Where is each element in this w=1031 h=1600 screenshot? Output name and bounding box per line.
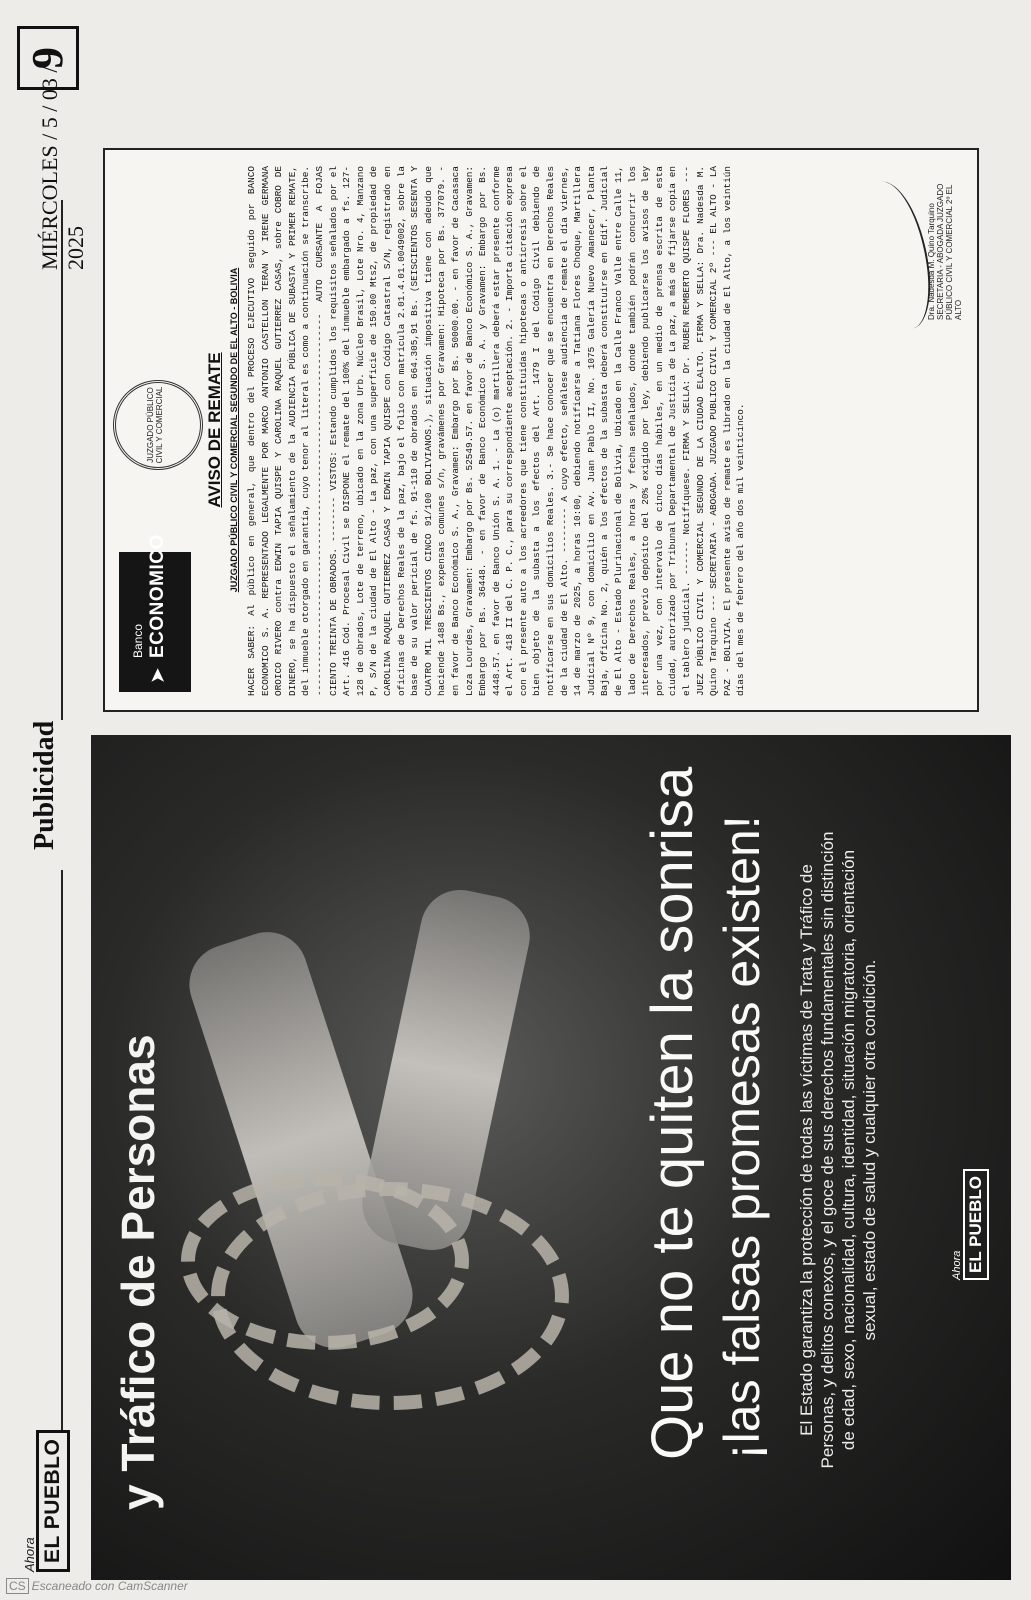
trafficking-ad xyxy=(91,735,1011,1580)
notice-court: JUZGADO PÚBLICO CIVIL Y COMERCIAL SEGUNDO DE EL ALTO - BOLIVIA xyxy=(229,267,239,593)
ad-headline: y Tráfico de Personas xyxy=(112,1034,164,1510)
ad-logo-ahora: Ahora xyxy=(951,1250,963,1280)
newspaper-page xyxy=(15,20,1015,1580)
page-number: 9 xyxy=(17,26,79,90)
bank-logo-small: Banco xyxy=(131,623,145,658)
ad-subtitle: ¡las falsas promesas existen! xyxy=(714,815,770,1460)
logo-ahora: Ahora xyxy=(22,1537,37,1572)
bank-swoosh-icon: ➤ xyxy=(147,667,169,684)
ad-logo-brand: EL PUEBLO xyxy=(963,1169,989,1280)
header-rule-right xyxy=(61,200,63,720)
signature-scribble-icon xyxy=(855,176,937,333)
scanner-badge: CS xyxy=(6,1578,29,1594)
rope-photo xyxy=(181,1172,469,1350)
masthead-logo xyxy=(23,1430,70,1572)
ad-body-text: El Estado garantiza la protección de todas las víctimas de Trata y Tráfico de Personas, y delitos conexos, y el goce de sus derechos fundamentales sin distinción de edad, sexo, nacionalidad, cultura, identidad, situación migratoria, orientación sexual, estado de salud y cualquier otra condición. xyxy=(797,831,879,1469)
bank-logo xyxy=(119,534,191,692)
scanner-text: Escaneado con CamScanner xyxy=(31,1579,188,1593)
notice-title: AVISO DE REMATE xyxy=(205,352,224,508)
ad-title: Que no te quiten la sonrisa xyxy=(640,766,705,1460)
seal-text: JUZGADO PÚBLICO CIVIL Y COMERCIAL xyxy=(146,386,164,464)
notice-body: HACER SABER: Al público en general, que dentro del PROCESO EJECUTIVO seguido por BANCO ECONOMICO S. A. REPRESENTADO LEGALMENTE POR MARCO ANTONIO CASTELLON TERAN Y IRENE GERMANA OROICO RIVERO contra EDWIN TAPIA QUISPE Y CAROLINA RAQUEL GUTIERREZ CASAS, sobre COBRO DE DINERO, se ha dispuesto el señalamiento de la AUDIENCIA PÚBLICA DE SUBASTA Y PRIMER REMATE, del inmueble otorgado en garantía, cuyo tenor al literal es como a continuación se transcribe. -------------------------------------------------------------------- AUTO CURSANTE A FOJAS CIENTO TREINTA DE OBRADOS. -------- VISTOS: Estando cumplidos los requisitos señalados por el Art. 416 Cód. Procesal Civil se DISPONE el remate del 100% del inmueble embargado a fs. 127-128 de obrados, Lote de terreno, ubicado en la zona Urb. Núcleo Brasil, Lote Nro. 4, Manzano P, S/N de la ciudad de El Alto - La paz, con una superficie de 150.00 Mts2, de propiedad de CAROLINA RAQUEL GUTIERREZ CASAS Y EDWIN TAPIA QUISPE con Código Catastral S/N, registrado en oficinas de Derechos Reales de la paz, bajo el folio con matricula 2.01.4.01.0049002, sobre la base de su valor pericial de fs. 91-110 de obrados en 664.305,91 Bs. (SEISCIENTOS SESENTA Y CUATRO MIL TRESCIENTOS CINCO 91/100 BOLIVIANOS.), situación impositiva tiene con adeudo que haciende 1488 Bs., expensas comunes s/n, gravámenes por Gravamen: Hipoteca por Bs. 377079. - en favor de Banco Económico S. A., Gravamen: Embargo por Bs. 50000.00. - en favor de Cacasaca Loza Lourdes, Gravamen: Embargo por Bs. 52549.57. en favor de Banco Económico S. A., Gravamen: Embargo por Bs. 36448. - en favor de Banco Económico S. A. y Gravamen: Embargo por Bs. 4448.57. en favor de Banco Unión S. A. 1. - La (o) martillera deberá estar presente conforme el Art. 418 II del C. P. C., para su correspondiente aceptación. 2. - Importa citación expresa con el presente auto a los acreedores que tiene constituidas hipotecas o anticresis sobre el bien objeto de la subasta a los efectos del Art. 1479 I del Código Civil debiendo de notificarse en sus domicilios Reales. 3.- Se hace conocer que se encuentra en Derechos Reales de la ciudad de El Alto. -------- A cuyo efecto, señálese audiencia de remate el día viernes, 14 de marzo de 2025, a horas 10:00, debiendo notificarse a Tatiana Flores Choque, Martillera Judicial Nº 9, con domicilio en Av. Juan Pablo II, No. 1075 Galería Nuevo Amanecer, Planta Baja, Oficina No. 2, quién a los efectos de la subasta deberá constituirse en Edif. Judicial de El Alto - Estado Plurinacional de Bolivia, Ubicado en la Calle Franco Valle entre Calle 11, lado de Derechos Reales, a horas y fecha señalados, donde también podrán concurrir los interesados, previo depósito del 20% exigido por ley, debiendo publicarse los avisos de ley por una vez, con intervalo de cinco días hábiles, en un medio de prensa escrita de esta ciudad, autorizado por Tribunal Departamental de Justicia de La paz, a más de fijarse copia en el tablero judicial. ------ Notifíquese. FIRMA Y SELLA: Dr. RUBEN REMBERTO QUISPE FLORES --- JUEZ PÚBLICO CIVIL Y COMERCIAL SEGUNDO DE LA CIUDAD ELALTO. FIRMA Y SELLA: Dra. Nadesda M. Quino Tarquino --- SECRETARIA - ABOGADA. JUZGADO PUBLICO CIVIL Y COMERCIAL 2º --- EL ALTO - LA PAZ - BOLIVIA. El presente aviso de remate es librado en la ciudad de El Alto, a los veintiún días del mes de febrero del año dos mil veinticinco. xyxy=(246,166,747,696)
issue-date: MIÉRCOLES / 5 / 03 / 2025 xyxy=(37,66,88,270)
court-seal-icon xyxy=(113,380,203,470)
section-title: Publicidad xyxy=(29,720,60,850)
header-rule-left xyxy=(61,870,63,1430)
page-header xyxy=(15,20,87,1580)
signature-block xyxy=(865,170,961,330)
logo-brand: EL PUEBLO xyxy=(36,1430,70,1572)
ad-logo xyxy=(951,1169,989,1280)
signature-text: Dra. Nadesda M. Quino Tarquino SECRETARIA - ABOGADA JUZGADO PÚBLICO CIVIL Y COMERCIAL 2º EL ALTO xyxy=(927,183,963,320)
bank-logo-name: ECONOMICO xyxy=(147,534,168,658)
scanner-watermark xyxy=(6,1578,188,1594)
auction-notice xyxy=(103,148,979,712)
